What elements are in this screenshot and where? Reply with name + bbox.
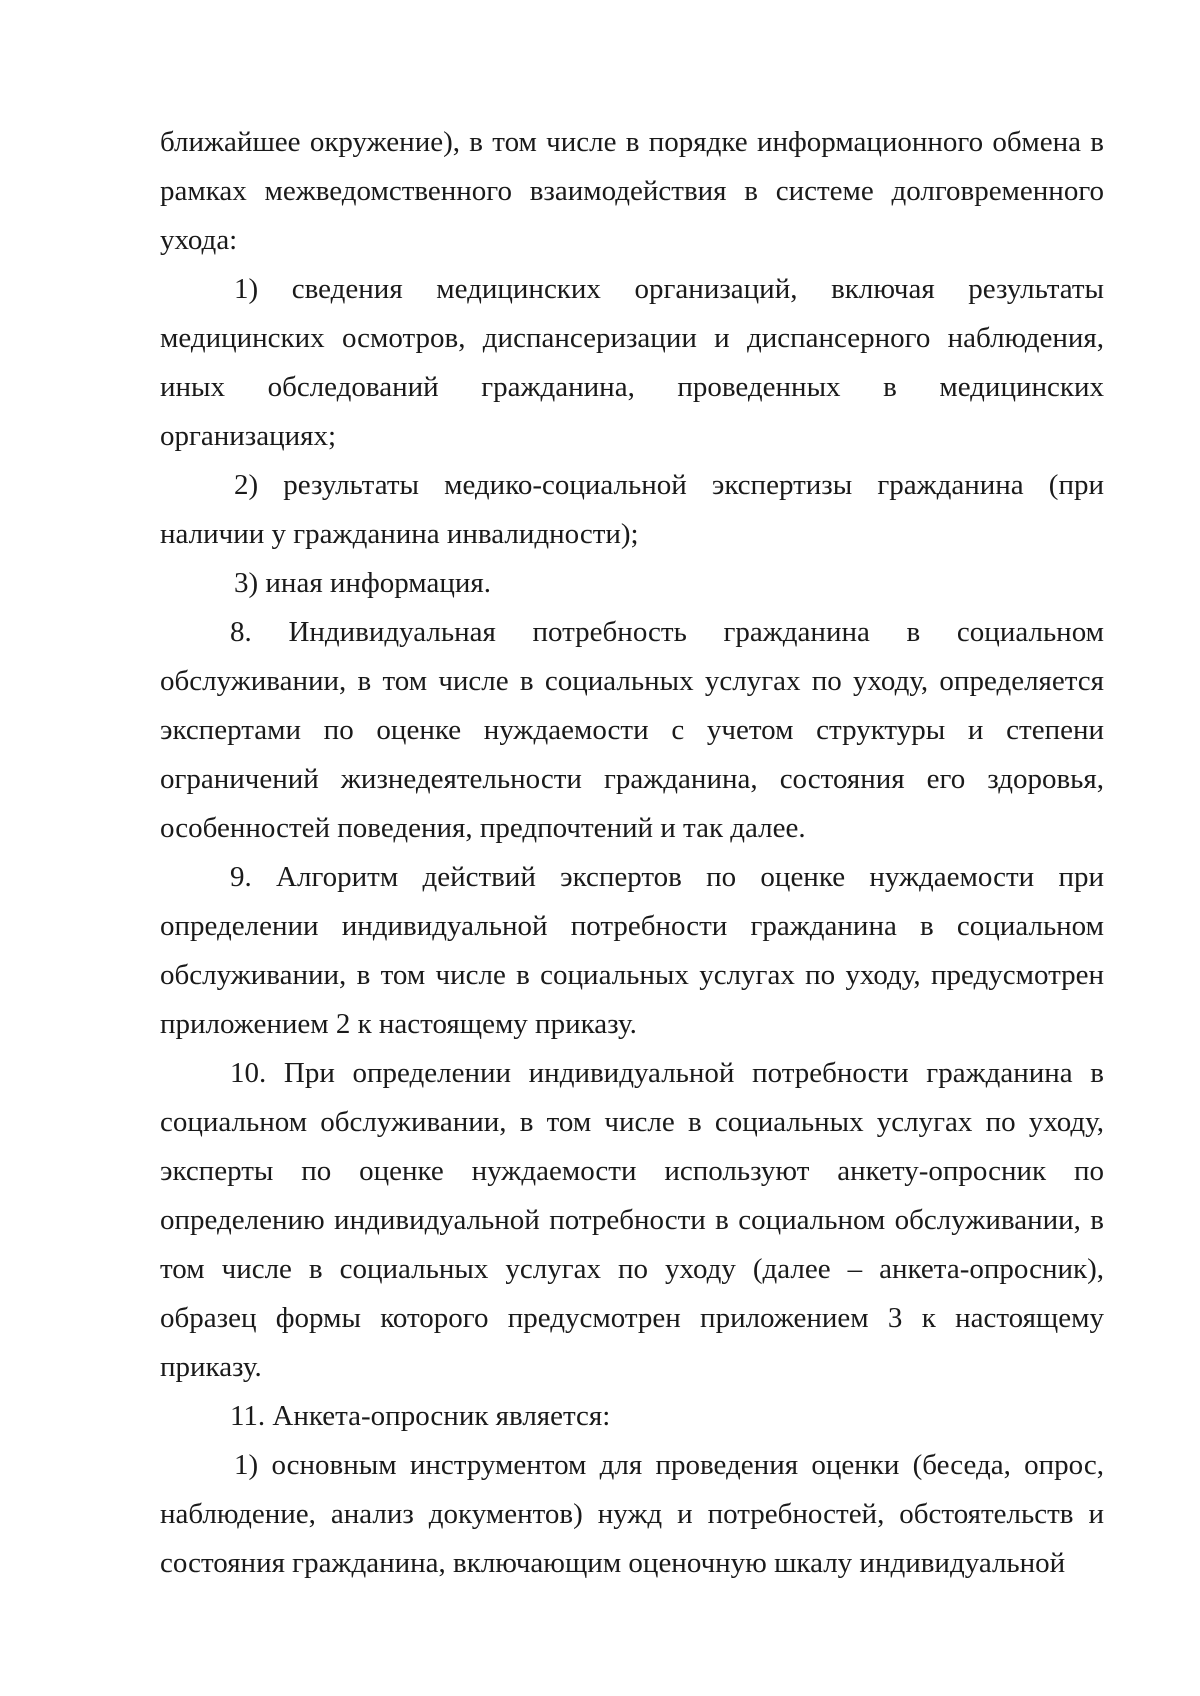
paragraph-8: 8. Индивидуальная потребность гражданина в социальном обслуживании, в том числе в социальных услугах по уходу, определяется экспертами по оценке нуждаемости с учетом структуры и степени ограничений жизнедеятельности гражданина, состояния его здоровья, особенностей поведения, предпочтений и так далее. [160, 616, 1104, 844]
document-body [160, 118, 1104, 1588]
list-item-medical-info: 1) сведения медицинских организаций, включая результаты медицинских осмотров, диспансеризации и диспансерного наблюдения, иных обследований гражданина, проведенных в медицинских организациях; [160, 273, 1104, 452]
list-item-questionnaire-tool: 1) основным инструментом для проведения оценки (беседа, опрос, наблюдение, анализ документов) нужд и потребностей, обстоятельств и состояния гражданина, включающим оценочную шкалу индивидуальной [160, 1449, 1104, 1579]
paragraph-11: 11. Анкета-опросник является: [230, 1400, 611, 1432]
paragraph-10: 10. При определении индивидуальной потребности гражданина в социальном обслуживании, в том числе в социальных услугах по уходу, эксперты по оценке нуждаемости используют анкету-опросник по определению индивидуальной потребности в социальном обслуживании, в том числе в социальных услугах по уходу (далее – анкета-опросник), образец формы которого предусмотрен приложением 3 к настоящему приказу. [160, 1057, 1104, 1383]
paragraph-continuation: ближайшее окружение), в том числе в порядке информационного обмена в рамках межведомственного взаимодействия в системе долговременного ухода: [160, 126, 1104, 256]
list-item-other-info: 3) иная информация. [234, 567, 491, 599]
list-item-mse-results: 2) результаты медико-социальной экспертизы гражданина (при наличии у гражданина инвалидности); [160, 469, 1104, 550]
paragraph-9: 9. Алгоритм действий экспертов по оценке нуждаемости при определении индивидуальной потребности гражданина в социальном обслуживании, в том числе в социальных услугах по уходу, предусмотрен приложением 2 к настоящему приказу. [160, 861, 1104, 1040]
